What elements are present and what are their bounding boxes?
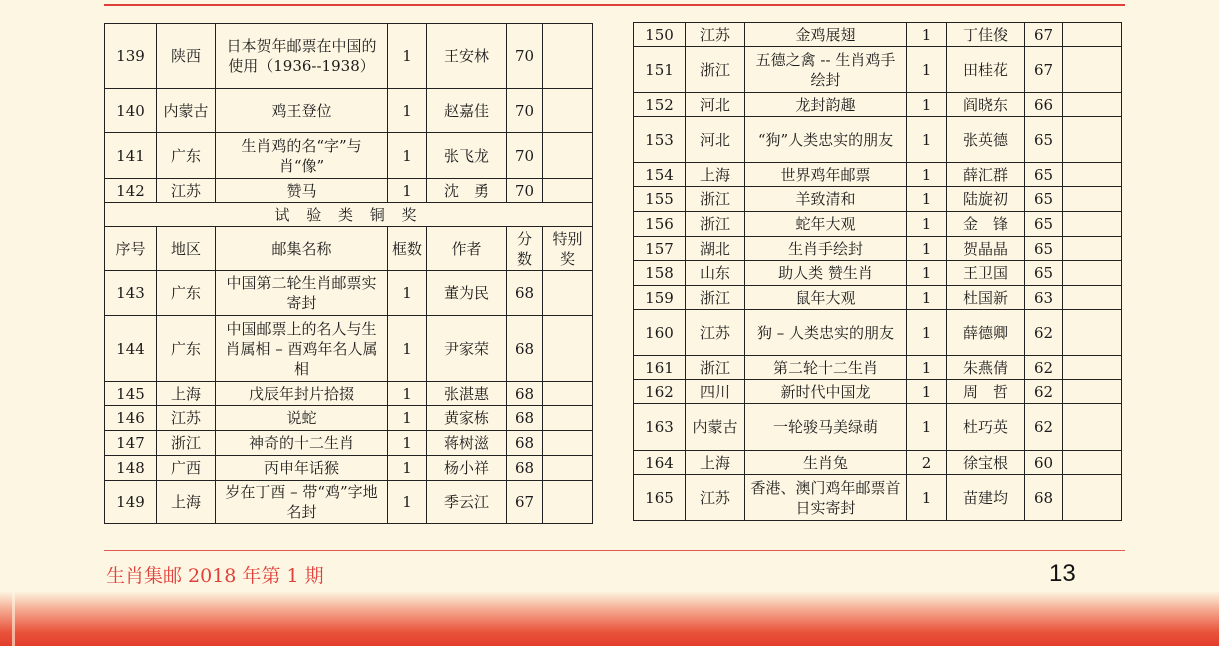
cell-title: 世界鸡年邮票: [745, 163, 907, 187]
cell-title: 鼠年大观: [745, 286, 907, 310]
cell-special: [1063, 475, 1122, 521]
cell-frames: 1: [388, 89, 427, 133]
cell-region: 浙江: [157, 431, 216, 456]
footer-rule: [104, 550, 1125, 551]
cell-no: 161: [634, 356, 686, 380]
cell-score: 65: [1025, 212, 1063, 237]
cell-frames: 1: [907, 261, 947, 286]
cell-no: 159: [634, 286, 686, 310]
cell-title: 香港、澳门鸡年邮票首日实寄封: [745, 475, 907, 521]
cell-frames: 1: [907, 187, 947, 212]
cell-no: 152: [634, 93, 686, 117]
cell-title: 一轮骏马美绿萌: [745, 404, 907, 451]
table-row: [634, 310, 1122, 356]
cell-title: 助人类 赞生肖: [745, 261, 907, 286]
cell-no: 165: [634, 475, 686, 521]
cell-frames: 1: [388, 431, 427, 456]
header-score: 分数: [507, 227, 543, 271]
cell-score: 68: [507, 406, 543, 431]
cell-author: 张湛惠: [427, 382, 507, 406]
left-rows-bottom: [105, 271, 593, 524]
table-row: [105, 133, 593, 179]
table-row: [634, 23, 1122, 47]
cell-title: 生肖手绘封: [745, 237, 907, 261]
cell-title: 第二轮十二生肖: [745, 356, 907, 380]
award-table-right: [633, 22, 1122, 521]
cell-frames: 1: [388, 271, 427, 316]
cell-special: [1063, 310, 1122, 356]
table-row: [634, 356, 1122, 380]
cell-special: [1063, 47, 1122, 93]
cell-score: 67: [507, 481, 543, 524]
cell-no: 148: [105, 456, 157, 481]
cell-frames: 1: [907, 117, 947, 163]
cell-no: 144: [105, 316, 157, 382]
cell-frames: 1: [907, 23, 947, 47]
cell-score: 60: [1025, 451, 1063, 475]
cell-title: 生肖鸡的名“字”与肖“像”: [216, 133, 388, 179]
cell-score: 62: [1025, 380, 1063, 404]
cell-special: [1063, 93, 1122, 117]
header-no: 序号: [105, 227, 157, 271]
cell-score: 65: [1025, 163, 1063, 187]
table-row: [105, 271, 593, 316]
cell-region: 内蒙古: [157, 89, 216, 133]
table-row: [634, 475, 1122, 521]
cell-region: 内蒙古: [686, 404, 745, 451]
cell-author: 丁佳俊: [947, 23, 1025, 47]
cell-author: 阎晓东: [947, 93, 1025, 117]
header-title: 邮集名称: [216, 227, 388, 271]
table-row: [634, 380, 1122, 404]
cell-no: 164: [634, 451, 686, 475]
cell-special: [543, 456, 593, 481]
right-rows: [634, 23, 1122, 521]
cell-author: 董为民: [427, 271, 507, 316]
cell-score: 70: [507, 24, 543, 89]
page-number: 13: [1049, 560, 1076, 587]
cell-special: [543, 316, 593, 382]
cell-score: 62: [1025, 310, 1063, 356]
award-table-left: [104, 23, 593, 524]
cell-special: [1063, 212, 1122, 237]
cell-special: [543, 24, 593, 89]
cell-author: 赵嘉佳: [427, 89, 507, 133]
journal-issue-title: 生肖集邮 2018 年第 1 期: [106, 565, 324, 587]
cell-frames: 1: [907, 380, 947, 404]
section-title: 试 验 类 铜 奖: [105, 203, 593, 227]
header-row: [105, 227, 593, 271]
cell-score: 68: [507, 271, 543, 316]
cell-no: 151: [634, 47, 686, 93]
cell-frames: 1: [907, 93, 947, 117]
cell-special: [1063, 404, 1122, 451]
decorative-bottom-band: [0, 591, 1219, 646]
cell-frames: 1: [907, 475, 947, 521]
left-rows-top: [105, 24, 593, 203]
cell-title: 狗 – 人类忠实的朋友: [745, 310, 907, 356]
cell-frames: 2: [907, 451, 947, 475]
table-row: [105, 179, 593, 203]
decorative-notch: [12, 591, 15, 646]
cell-region: 湖北: [686, 237, 745, 261]
table-row: [634, 163, 1122, 187]
cell-region: 广西: [157, 456, 216, 481]
cell-region: 上海: [686, 451, 745, 475]
cell-no: 140: [105, 89, 157, 133]
cell-no: 158: [634, 261, 686, 286]
cell-score: 68: [507, 382, 543, 406]
cell-region: 上海: [686, 163, 745, 187]
table-row: [634, 212, 1122, 237]
cell-score: 65: [1025, 187, 1063, 212]
cell-author: 薛德卿: [947, 310, 1025, 356]
cell-frames: 1: [907, 212, 947, 237]
table-row: [634, 404, 1122, 451]
cell-author: 沈 勇: [427, 179, 507, 203]
cell-author: 杜巧英: [947, 404, 1025, 451]
cell-title: 蛇年大观: [745, 212, 907, 237]
cell-score: 65: [1025, 237, 1063, 261]
cell-score: 70: [507, 179, 543, 203]
cell-region: 河北: [686, 93, 745, 117]
cell-frames: 1: [388, 316, 427, 382]
table-row: [105, 316, 593, 382]
cell-no: 157: [634, 237, 686, 261]
cell-title: 龙封韵趣: [745, 93, 907, 117]
cell-frames: 1: [388, 133, 427, 179]
cell-frames: 1: [907, 286, 947, 310]
header-frames: 框数: [388, 227, 427, 271]
cell-region: 山东: [686, 261, 745, 286]
header-author: 作者: [427, 227, 507, 271]
cell-frames: 1: [907, 47, 947, 93]
cell-special: [1063, 286, 1122, 310]
cell-frames: 1: [907, 237, 947, 261]
table-row: [634, 451, 1122, 475]
cell-special: [1063, 163, 1122, 187]
cell-special: [543, 382, 593, 406]
cell-frames: 1: [907, 163, 947, 187]
cell-title: 戊辰年封片拾掇: [216, 382, 388, 406]
cell-title: 金鸡展翅: [745, 23, 907, 47]
cell-no: 142: [105, 179, 157, 203]
cell-region: 上海: [157, 382, 216, 406]
cell-title: 鸡王登位: [216, 89, 388, 133]
table-row: [105, 382, 593, 406]
cell-title: 羊致清和: [745, 187, 907, 212]
cell-no: 153: [634, 117, 686, 163]
cell-title: 中国邮票上的名人与生肖属相 – 酉鸡年名人属相: [216, 316, 388, 382]
cell-title: 岁在丁酉 – 带“鸡”字地名封: [216, 481, 388, 524]
cell-title: 日本贺年邮票在中国的使用（1936--1938）: [216, 24, 388, 89]
cell-region: 上海: [157, 481, 216, 524]
cell-special: [543, 89, 593, 133]
cell-no: 163: [634, 404, 686, 451]
table-row: [634, 117, 1122, 163]
cell-frames: 1: [388, 456, 427, 481]
cell-author: 朱燕倩: [947, 356, 1025, 380]
cell-score: 70: [507, 89, 543, 133]
cell-author: 陆旋初: [947, 187, 1025, 212]
cell-score: 66: [1025, 93, 1063, 117]
table-row: [634, 286, 1122, 310]
cell-no: 156: [634, 212, 686, 237]
cell-author: 张飞龙: [427, 133, 507, 179]
cell-author: 苗建均: [947, 475, 1025, 521]
cell-author: 蒋树滋: [427, 431, 507, 456]
cell-no: 147: [105, 431, 157, 456]
cell-no: 155: [634, 187, 686, 212]
table-row: [105, 431, 593, 456]
cell-author: 季云江: [427, 481, 507, 524]
cell-title: 丙申年话猴: [216, 456, 388, 481]
cell-region: 江苏: [157, 406, 216, 431]
cell-region: 江苏: [686, 310, 745, 356]
cell-title: 中国第二轮生肖邮票实寄封: [216, 271, 388, 316]
cell-special: [543, 431, 593, 456]
cell-author: 杨小祥: [427, 456, 507, 481]
cell-author: 黄家栋: [427, 406, 507, 431]
cell-author: 尹家荣: [427, 316, 507, 382]
cell-frames: 1: [388, 406, 427, 431]
cell-region: 广东: [157, 316, 216, 382]
cell-special: [1063, 356, 1122, 380]
table-row: [634, 47, 1122, 93]
cell-score: 67: [1025, 23, 1063, 47]
cell-author: 田桂花: [947, 47, 1025, 93]
section-title-row: [105, 203, 593, 227]
table-row: [634, 237, 1122, 261]
cell-score: 68: [507, 316, 543, 382]
cell-special: [543, 271, 593, 316]
cell-region: 广东: [157, 133, 216, 179]
cell-title: 赞马: [216, 179, 388, 203]
cell-author: 金 锋: [947, 212, 1025, 237]
cell-title: 生肖兔: [745, 451, 907, 475]
cell-region: 江苏: [686, 475, 745, 521]
table-row: [634, 187, 1122, 212]
cell-special: [543, 179, 593, 203]
cell-author: 贺晶晶: [947, 237, 1025, 261]
cell-region: 四川: [686, 380, 745, 404]
cell-author: 张英德: [947, 117, 1025, 163]
cell-frames: 1: [388, 24, 427, 89]
table-row: [105, 406, 593, 431]
cell-region: 陕西: [157, 24, 216, 89]
cell-score: 62: [1025, 356, 1063, 380]
cell-title: 说蛇: [216, 406, 388, 431]
cell-frames: 1: [388, 382, 427, 406]
cell-region: 浙江: [686, 47, 745, 93]
cell-special: [1063, 380, 1122, 404]
cell-special: [1063, 451, 1122, 475]
cell-special: [543, 481, 593, 524]
cell-frames: 1: [907, 356, 947, 380]
cell-region: 广东: [157, 271, 216, 316]
cell-no: 149: [105, 481, 157, 524]
cell-title: 五德之禽 -- 生肖鸡手绘封: [745, 47, 907, 93]
cell-region: 河北: [686, 117, 745, 163]
header-region: 地区: [157, 227, 216, 271]
cell-no: 150: [634, 23, 686, 47]
cell-title: 新时代中国龙: [745, 380, 907, 404]
cell-no: 154: [634, 163, 686, 187]
cell-title: “狗”人类忠实的朋友: [745, 117, 907, 163]
cell-no: 143: [105, 271, 157, 316]
table-row: [105, 24, 593, 89]
cell-special: [543, 406, 593, 431]
cell-region: 浙江: [686, 356, 745, 380]
cell-author: 徐宝根: [947, 451, 1025, 475]
cell-score: 70: [507, 133, 543, 179]
cell-region: 浙江: [686, 286, 745, 310]
cell-score: 68: [507, 431, 543, 456]
cell-author: 王安林: [427, 24, 507, 89]
cell-frames: 1: [907, 404, 947, 451]
cell-author: 薛汇群: [947, 163, 1025, 187]
cell-no: 162: [634, 380, 686, 404]
cell-no: 146: [105, 406, 157, 431]
cell-title: 神奇的十二生肖: [216, 431, 388, 456]
cell-region: 江苏: [157, 179, 216, 203]
cell-author: 杜国新: [947, 286, 1025, 310]
cell-score: 65: [1025, 117, 1063, 163]
table-row: [634, 261, 1122, 286]
cell-special: [1063, 23, 1122, 47]
cell-special: [1063, 237, 1122, 261]
cell-region: 江苏: [686, 23, 745, 47]
table-row: [105, 456, 593, 481]
cell-region: 浙江: [686, 187, 745, 212]
cell-special: [543, 133, 593, 179]
cell-score: 62: [1025, 404, 1063, 451]
cell-special: [1063, 187, 1122, 212]
cell-score: 68: [507, 456, 543, 481]
cell-no: 160: [634, 310, 686, 356]
cell-score: 63: [1025, 286, 1063, 310]
cell-special: [1063, 261, 1122, 286]
header-special: 特别奖: [543, 227, 593, 271]
cell-author: 周 哲: [947, 380, 1025, 404]
cell-no: 139: [105, 24, 157, 89]
top-rule: [104, 4, 1125, 6]
cell-score: 65: [1025, 261, 1063, 286]
cell-no: 145: [105, 382, 157, 406]
table-row: [105, 481, 593, 524]
cell-score: 67: [1025, 47, 1063, 93]
cell-region: 浙江: [686, 212, 745, 237]
cell-author: 王卫国: [947, 261, 1025, 286]
cell-frames: 1: [388, 179, 427, 203]
cell-score: 68: [1025, 475, 1063, 521]
table-row: [634, 93, 1122, 117]
table-row: [105, 89, 593, 133]
cell-frames: 1: [388, 481, 427, 524]
cell-frames: 1: [907, 310, 947, 356]
cell-special: [1063, 117, 1122, 163]
cell-no: 141: [105, 133, 157, 179]
